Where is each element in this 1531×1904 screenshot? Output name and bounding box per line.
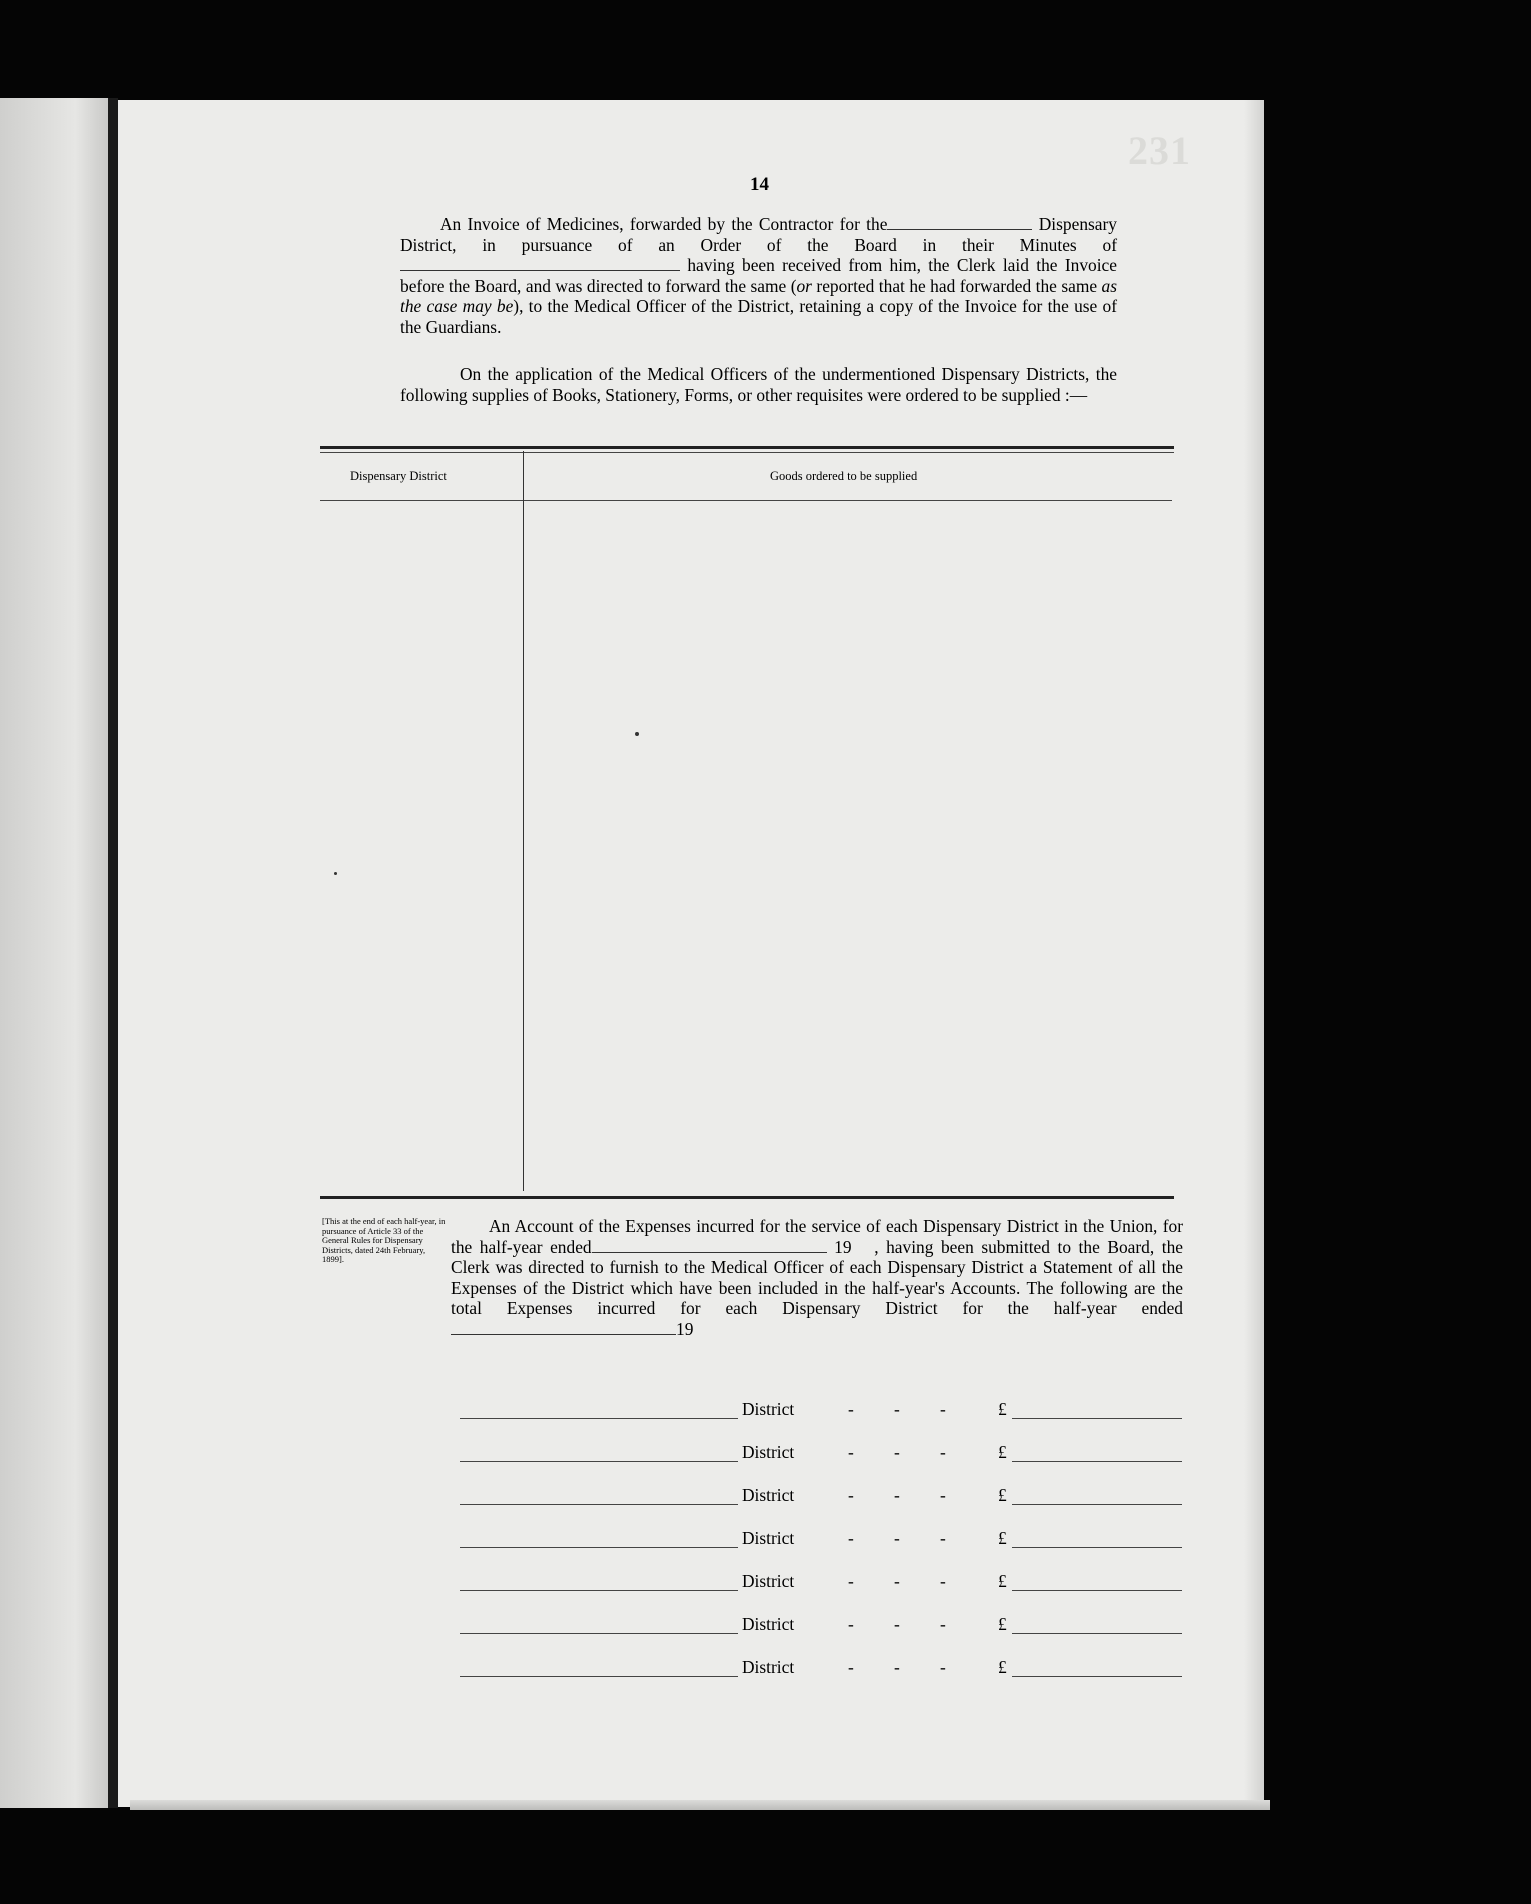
leader-dash: -: [940, 1399, 946, 1419]
invoice-text-case: as the case may be: [400, 275, 1117, 316]
account-paragraph: [451, 1216, 1183, 1339]
pound-sign: £: [998, 1399, 1007, 1419]
column-header-goods: Goods ordered to be supplied: [770, 469, 918, 483]
table-bottom-rule: [320, 1196, 1174, 1199]
district-row: [460, 1484, 1182, 1508]
column-divider: [523, 451, 524, 1191]
district-name-line: [460, 1676, 738, 1677]
leader-dash: -: [940, 1657, 946, 1677]
district-label: District: [742, 1614, 795, 1634]
amount-line: [1012, 1418, 1182, 1419]
invoice-text-1: An Invoice of Medicines, forwarded by the Contractor for the: [440, 214, 888, 234]
page-edge: [1244, 100, 1264, 1807]
district-name-line: [460, 1547, 738, 1548]
header-rule: [320, 500, 1172, 501]
leader-dash: -: [848, 1399, 854, 1419]
district-name-line: [460, 1633, 738, 1634]
account-text-2: , having been submitted to the Board, the Clerk was directed to furnish to the Medical Officer of each Dispensary District a Statement of all the Expenses of the District which have been included in the half-year's Accounts. The following are the total Expenses incurred for each Dispensary District for the half-year ended: [451, 1236, 1183, 1318]
district-label: District: [742, 1442, 795, 1462]
leader-dash: -: [940, 1571, 946, 1591]
leader-dash: -: [848, 1614, 854, 1634]
leader-dash: -: [848, 1571, 854, 1591]
pound-sign: £: [998, 1485, 1007, 1505]
district-row: [460, 1570, 1182, 1594]
supplies-paragraph: [400, 364, 1117, 405]
book-gutter: [108, 98, 118, 1808]
amount-line: [1012, 1590, 1182, 1591]
half-year-blank-2: [451, 1320, 676, 1335]
district-name-line: [460, 1461, 738, 1462]
table-top-rule: [320, 446, 1174, 449]
page-number: 14: [750, 174, 769, 195]
leader-dash: -: [894, 1485, 900, 1505]
page-bottom-edge: [130, 1800, 1270, 1810]
district-label: District: [742, 1528, 795, 1548]
invoice-text-5: ), to the Medical Officer of the District, retaining a copy of the Invoice for the use of the Guardians.: [400, 296, 1117, 337]
pound-sign: £: [998, 1657, 1007, 1677]
invoice-text-or: or: [796, 275, 812, 296]
district-label: District: [742, 1657, 795, 1677]
amount-line: [1012, 1676, 1182, 1677]
column-header-district: Dispensary District: [350, 469, 447, 483]
leader-dash: -: [894, 1657, 900, 1677]
leader-dash: -: [940, 1614, 946, 1634]
leader-dash: -: [848, 1442, 854, 1462]
supplies-text: On the application of the Medical Officers of the undermentioned Dispensary Districts, the following supplies of Books, Stationery, Forms, or other requisites were ordered to be supplied :—: [400, 364, 1117, 405]
district-name-line: [460, 1418, 738, 1419]
facing-page: [0, 98, 108, 1808]
pound-sign: £: [998, 1442, 1007, 1462]
contractor-blank: [887, 215, 1032, 230]
amount-line: [1012, 1633, 1182, 1634]
account-year-1: 19: [834, 1236, 852, 1257]
half-year-blank-1: [592, 1238, 827, 1253]
amount-line: [1012, 1504, 1182, 1505]
table-top-rule-thin: [320, 452, 1174, 453]
district-name-line: [460, 1590, 738, 1591]
leader-dash: -: [894, 1571, 900, 1591]
invoice-paragraph: [400, 214, 1117, 337]
invoice-text-3: having been received from him, the Clerk laid the Invoice before the Board, and was directed to forward the same (: [400, 255, 1117, 296]
leader-dash: -: [848, 1485, 854, 1505]
district-row: [460, 1656, 1182, 1680]
minutes-date-blank: [400, 256, 680, 271]
amount-line: [1012, 1461, 1182, 1462]
leader-dash: -: [894, 1614, 900, 1634]
district-row: [460, 1527, 1182, 1551]
district-row: [460, 1613, 1182, 1637]
leader-dash: -: [848, 1528, 854, 1548]
ink-speck: [334, 872, 337, 875]
invoice-text-2: Dispensary District, in pursuance of an Order of the Board in their Minutes of: [400, 214, 1117, 255]
ink-speck: [635, 732, 639, 736]
district-label: District: [742, 1399, 795, 1419]
pound-sign: £: [998, 1528, 1007, 1548]
leader-dash: -: [940, 1485, 946, 1505]
leader-dash: -: [940, 1528, 946, 1548]
invoice-text-4: reported that he had forwarded the same: [811, 275, 1102, 296]
folio-stamp: 231: [1128, 128, 1191, 173]
leader-dash: -: [848, 1657, 854, 1677]
amount-line: [1012, 1547, 1182, 1548]
margin-note: [This at the end of each half-year, in pursuance of Article 33 of the General Rules for Dispensary Districts, dated 24th February, 1899].: [322, 1216, 446, 1264]
pound-sign: £: [998, 1614, 1007, 1634]
district-label: District: [742, 1571, 795, 1591]
leader-dash: -: [894, 1442, 900, 1462]
pound-sign: £: [998, 1571, 1007, 1591]
district-row: [460, 1398, 1182, 1422]
leader-dash: -: [940, 1442, 946, 1462]
leader-dash: -: [894, 1399, 900, 1419]
account-text-1: An Account of the Expenses incurred for the service of each Dispensary District in the Union, for the half-year ended: [451, 1216, 1183, 1257]
district-label: District: [742, 1485, 795, 1505]
account-year-2: 19: [676, 1318, 694, 1339]
district-row: [460, 1441, 1182, 1465]
district-name-line: [460, 1504, 738, 1505]
leader-dash: -: [894, 1528, 900, 1548]
